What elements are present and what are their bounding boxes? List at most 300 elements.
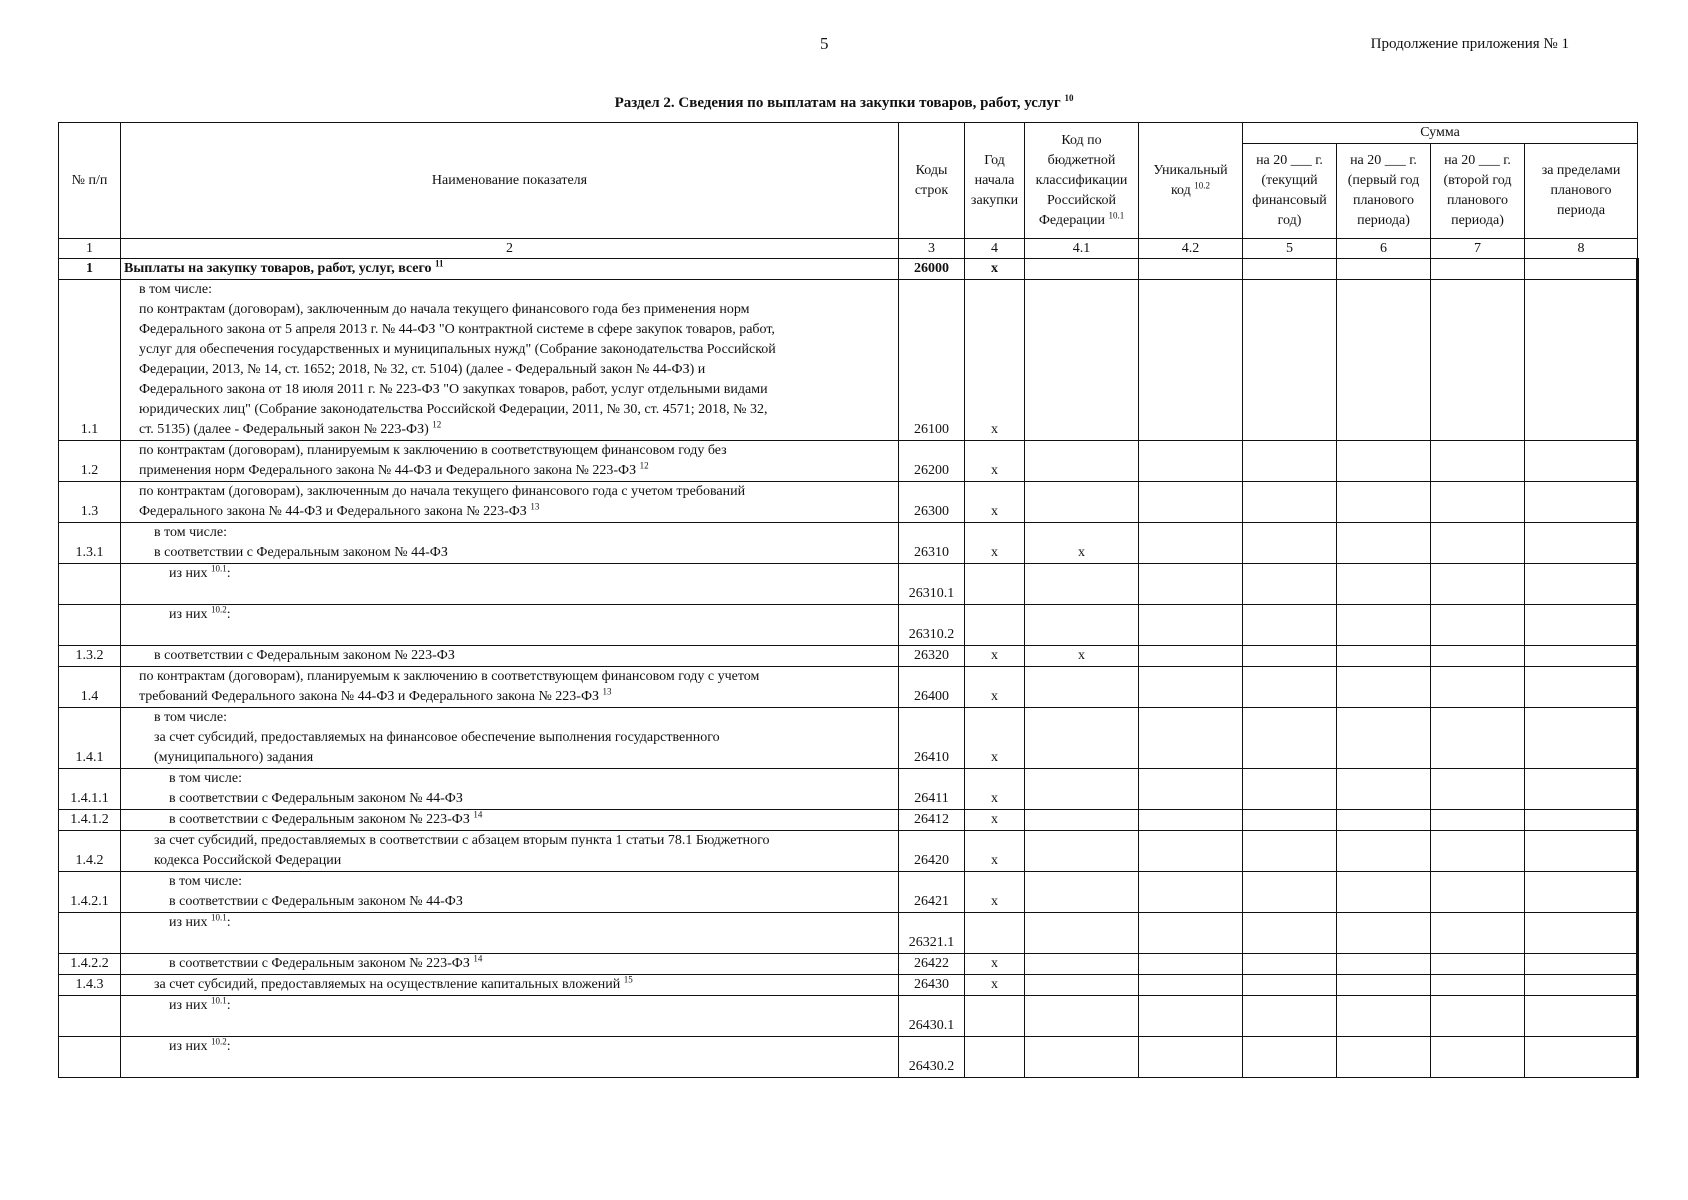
row-name-suffix: : [226, 1039, 231, 1054]
table-row [59, 259, 1638, 280]
row-name-text: в том числе: [154, 525, 227, 540]
row-number: 1 [59, 259, 121, 280]
row-number: 1.4.1.2 [59, 810, 121, 831]
column-number-cell: 5 [1243, 239, 1337, 259]
row-name [121, 872, 899, 913]
column-number-cell: 4.1 [1025, 239, 1139, 259]
row-name [121, 605, 899, 646]
row-name [121, 280, 899, 441]
row-sum-first-plan-year [1337, 441, 1431, 482]
row-unique-code [1139, 975, 1243, 996]
row-unique-code [1139, 646, 1243, 667]
page-number: 5 [820, 34, 829, 53]
row-unique-code [1139, 667, 1243, 708]
row-unique-code [1139, 564, 1243, 605]
table-row [59, 441, 1638, 482]
row-footnote: 14 [473, 953, 483, 964]
row-budget-code [1025, 441, 1139, 482]
row-name-line [124, 543, 895, 563]
row-unique-code [1139, 996, 1243, 1037]
row-purchase-year: x [965, 646, 1025, 667]
row-sum-first-plan-year [1337, 708, 1431, 769]
header-codes: Коды строк [899, 123, 965, 239]
row-name-line [124, 564, 895, 584]
row-name [121, 646, 899, 667]
row-sum-first-plan-year [1337, 482, 1431, 523]
row-name [121, 810, 899, 831]
table-row [59, 280, 1638, 441]
row-unique-code [1139, 482, 1243, 523]
table-row [59, 564, 1638, 605]
row-sum-beyond-plan [1525, 523, 1638, 564]
row-sum-second-plan-year [1431, 667, 1525, 708]
row-footnote: 12 [432, 419, 442, 430]
row-unique-code [1139, 259, 1243, 280]
row-name-text: по контрактам (договорам), планируемым к заключению в соответствующем финансовом году с учетом [139, 669, 760, 684]
row-purchase-year: x [965, 482, 1025, 523]
row-sum-second-plan-year [1431, 769, 1525, 810]
row-sum-beyond-plan [1525, 872, 1638, 913]
row-sum-first-plan-year [1337, 280, 1431, 441]
row-sum-first-plan-year [1337, 975, 1431, 996]
row-name [121, 564, 899, 605]
row-sum-current-year [1243, 831, 1337, 872]
purchases-table [58, 122, 1639, 1078]
row-sum-first-plan-year [1337, 872, 1431, 913]
row-sum-beyond-plan [1525, 810, 1638, 831]
row-name-text: Федерального закона № 44-ФЗ и Федерального закона № 223-ФЗ [139, 504, 527, 519]
row-name [121, 482, 899, 523]
row-purchase-year [965, 913, 1025, 954]
row-name-text: в том числе: [169, 874, 242, 889]
row-sum-second-plan-year [1431, 646, 1525, 667]
row-sum-second-plan-year [1431, 954, 1525, 975]
row-name [121, 667, 899, 708]
row-purchase-year [965, 996, 1025, 1037]
row-code: 26300 [899, 482, 965, 523]
row-purchase-year: x [965, 975, 1025, 996]
row-number [59, 996, 121, 1037]
row-sum-first-plan-year [1337, 954, 1431, 975]
row-sum-current-year [1243, 975, 1337, 996]
row-code: 26200 [899, 441, 965, 482]
row-unique-code [1139, 280, 1243, 441]
row-sum-second-plan-year [1431, 810, 1525, 831]
row-name-line [124, 954, 895, 974]
header-name: Наименование показателя [121, 123, 899, 239]
row-name [121, 259, 899, 280]
row-sum-current-year [1243, 667, 1337, 708]
row-code: 26310.2 [899, 605, 965, 646]
row-sum-first-plan-year [1337, 769, 1431, 810]
row-purchase-year [965, 564, 1025, 605]
row-budget-code [1025, 872, 1139, 913]
row-unique-code [1139, 913, 1243, 954]
row-name-line [124, 400, 895, 420]
row-code: 26411 [899, 769, 965, 810]
row-name-line [124, 605, 895, 625]
row-sum-current-year [1243, 646, 1337, 667]
row-unique-code [1139, 831, 1243, 872]
row-name-line [124, 872, 895, 892]
row-name [121, 996, 899, 1037]
row-code: 26430.1 [899, 996, 965, 1037]
row-sum-first-plan-year [1337, 996, 1431, 1037]
row-number [59, 605, 121, 646]
row-name-line [124, 789, 895, 809]
row-sum-current-year [1243, 810, 1337, 831]
row-footnote: 10.2 [211, 604, 227, 615]
row-name-text: по контрактам (договорам), планируемым к заключению в соответствующем финансовом году без [139, 443, 727, 458]
row-sum-second-plan-year [1431, 913, 1525, 954]
row-budget-code [1025, 667, 1139, 708]
header-unique-code-text: Уникальный код [1153, 162, 1228, 198]
row-name [121, 708, 899, 769]
row-name-text: в соответствии с Федеральным законом № 223-ФЗ [169, 956, 470, 971]
row-code: 26410 [899, 708, 965, 769]
header-year: Год начала закупки [965, 123, 1025, 239]
row-name-line [124, 523, 895, 543]
row-sum-beyond-plan [1525, 667, 1638, 708]
header-sum-first-plan-year: на 20 ___ г. (первый год планового периода) [1337, 144, 1431, 239]
row-purchase-year: x [965, 441, 1025, 482]
section-title-footnote: 10 [1064, 93, 1074, 103]
row-sum-beyond-plan [1525, 996, 1638, 1037]
row-code: 26100 [899, 280, 965, 441]
row-name-text: Федерального закона от 18 июля 2011 г. № 223-ФЗ "О закупках товаров, работ, услуг отдельными видами [139, 382, 768, 397]
row-number [59, 913, 121, 954]
row-budget-code [1025, 831, 1139, 872]
row-sum-current-year [1243, 769, 1337, 810]
row-code: 26320 [899, 646, 965, 667]
row-unique-code [1139, 523, 1243, 564]
row-number: 1.1 [59, 280, 121, 441]
row-sum-second-plan-year [1431, 831, 1525, 872]
row-code: 26000 [899, 259, 965, 280]
table-row [59, 913, 1638, 954]
row-sum-beyond-plan [1525, 1037, 1638, 1078]
row-name-text: в том числе: [169, 771, 242, 786]
row-name-text: в соответствии с Федеральным законом № 44-ФЗ [169, 791, 463, 806]
row-sum-first-plan-year [1337, 1037, 1431, 1078]
row-unique-code [1139, 1037, 1243, 1078]
appendix-continuation-label: Продолжение приложения № 1 [1370, 36, 1569, 52]
row-budget-code [1025, 954, 1139, 975]
row-name-line [124, 708, 895, 728]
row-code: 26412 [899, 810, 965, 831]
header-sum-second-plan-year: на 20 ___ г. (второй год планового периода) [1431, 144, 1525, 239]
row-name-line [124, 748, 895, 768]
row-sum-beyond-plan [1525, 646, 1638, 667]
row-code: 26310 [899, 523, 965, 564]
column-number-cell: 7 [1431, 239, 1525, 259]
row-footnote: 14 [473, 809, 483, 820]
row-name-text: (муниципального) задания [154, 750, 314, 765]
row-budget-code [1025, 564, 1139, 605]
row-number [59, 564, 121, 605]
row-sum-second-plan-year [1431, 259, 1525, 280]
row-name-text: по контрактам (договорам), заключенным до начала текущего финансового года без применения норм [139, 302, 750, 317]
column-numbers-row [59, 239, 1638, 259]
header-num: № п/п [59, 123, 121, 239]
header-unique-code [1139, 123, 1243, 239]
row-name-text: за счет субсидий, предоставляемых на осуществление капитальных вложений [154, 977, 621, 992]
row-number: 1.4.2.2 [59, 954, 121, 975]
header-row-1 [59, 123, 1638, 144]
row-name-line [124, 360, 895, 380]
row-name-line [124, 280, 895, 300]
row-purchase-year: x [965, 831, 1025, 872]
row-name-line [124, 996, 895, 1016]
row-budget-code [1025, 605, 1139, 646]
row-name-text: Федерации, 2013, № 14, ст. 1652; 2018, № 32, ст. 5104) (далее - Федеральный закон № 44-ФЗ) и [139, 362, 706, 377]
row-unique-code [1139, 872, 1243, 913]
row-sum-beyond-plan [1525, 831, 1638, 872]
row-number: 1.4.2 [59, 831, 121, 872]
row-sum-beyond-plan [1525, 605, 1638, 646]
row-name-text: ст. 5135) (далее - Федеральный закон № 223-ФЗ) [139, 422, 429, 437]
row-purchase-year: x [965, 708, 1025, 769]
row-sum-second-plan-year [1431, 523, 1525, 564]
row-name [121, 769, 899, 810]
row-name-suffix: : [226, 607, 231, 622]
row-name [121, 975, 899, 996]
row-sum-second-plan-year [1431, 872, 1525, 913]
row-purchase-year: x [965, 523, 1025, 564]
row-sum-current-year [1243, 872, 1337, 913]
row-name-line [124, 340, 895, 360]
row-code: 26421 [899, 872, 965, 913]
row-sum-second-plan-year [1431, 708, 1525, 769]
table-row [59, 872, 1638, 913]
row-footnote: 15 [623, 974, 633, 985]
row-name-line [124, 380, 895, 400]
row-footnote: 12 [639, 460, 649, 471]
row-name-text: в соответствии с Федеральным законом № 44-ФЗ [169, 894, 463, 909]
row-name-line [124, 1037, 895, 1057]
header-budget-code-text: Код по бюджетной классификации Российской Федерации [1035, 132, 1128, 228]
row-name-text: юридических лиц" (Собрание законодательства Российской Федерации, 2011, № 30, ст. 4571; 2018, № 32, [139, 402, 768, 417]
column-number-cell: 4.2 [1139, 239, 1243, 259]
row-sum-first-plan-year [1337, 259, 1431, 280]
row-sum-current-year [1243, 564, 1337, 605]
table-row [59, 954, 1638, 975]
row-code: 26430 [899, 975, 965, 996]
row-code: 26420 [899, 831, 965, 872]
row-footnote: 10.1 [211, 912, 227, 923]
row-sum-first-plan-year [1337, 913, 1431, 954]
row-name-text: в соответствии с Федеральным законом № 223-ФЗ [154, 648, 455, 663]
row-name-text: из них [169, 998, 208, 1013]
row-sum-first-plan-year [1337, 831, 1431, 872]
row-sum-second-plan-year [1431, 441, 1525, 482]
table-row [59, 975, 1638, 996]
row-name-text: Выплаты на закупку товаров, работ, услуг, всего [124, 261, 432, 276]
row-name-line [124, 975, 895, 995]
row-number: 1.4 [59, 667, 121, 708]
row-budget-code: x [1025, 523, 1139, 564]
row-name-line [124, 851, 895, 871]
row-budget-code: x [1025, 646, 1139, 667]
row-footnote: 11 [435, 258, 444, 269]
row-code: 26422 [899, 954, 965, 975]
row-sum-current-year [1243, 913, 1337, 954]
row-number: 1.4.1 [59, 708, 121, 769]
header-budget-code [1025, 123, 1139, 239]
row-number: 1.2 [59, 441, 121, 482]
row-name-line [124, 667, 895, 687]
row-name [121, 441, 899, 482]
table-row [59, 1037, 1638, 1078]
row-name-text: услуг для обеспечения государственных и муниципальных нужд" (Собрание законодательства Российской [139, 342, 776, 357]
row-unique-code [1139, 954, 1243, 975]
row-sum-second-plan-year [1431, 1037, 1525, 1078]
section-title-text: Раздел 2. Сведения по выплатам на закупки товаров, работ, услуг [614, 95, 1061, 111]
row-sum-current-year [1243, 523, 1337, 564]
row-sum-current-year [1243, 1037, 1337, 1078]
row-name [121, 523, 899, 564]
row-budget-code [1025, 259, 1139, 280]
row-sum-beyond-plan [1525, 708, 1638, 769]
row-sum-current-year [1243, 954, 1337, 975]
row-sum-current-year [1243, 280, 1337, 441]
row-code: 26400 [899, 667, 965, 708]
header-sum: Сумма [1243, 123, 1638, 144]
row-name-text: из них [169, 915, 208, 930]
row-sum-second-plan-year [1431, 605, 1525, 646]
row-sum-beyond-plan [1525, 564, 1638, 605]
header-unique-code-footnote: 10.2 [1194, 179, 1211, 190]
row-unique-code [1139, 769, 1243, 810]
row-unique-code [1139, 810, 1243, 831]
row-name-text: за счет субсидий, предоставляемых в соответствии с абзацем вторым пункта 1 статьи 78.1 Бюджетного [154, 833, 770, 848]
row-budget-code [1025, 708, 1139, 769]
table-body [59, 259, 1638, 1078]
row-sum-second-plan-year [1431, 564, 1525, 605]
row-name [121, 954, 899, 975]
row-number [59, 1037, 121, 1078]
row-name-text: по контрактам (договорам), заключенным до начала текущего финансового года с учетом требований [139, 484, 746, 499]
row-name-text: из них [169, 607, 208, 622]
row-budget-code [1025, 810, 1139, 831]
row-number: 1.4.1.1 [59, 769, 121, 810]
row-footnote: 13 [602, 686, 612, 697]
row-purchase-year: x [965, 769, 1025, 810]
row-sum-first-plan-year [1337, 667, 1431, 708]
row-budget-code [1025, 996, 1139, 1037]
row-number: 1.3.1 [59, 523, 121, 564]
row-purchase-year: x [965, 810, 1025, 831]
row-name-line [124, 913, 895, 933]
table-row [59, 831, 1638, 872]
row-name-line [124, 420, 895, 440]
row-name-text: в соответствии с Федеральным законом № 223-ФЗ [169, 812, 470, 827]
row-budget-code [1025, 913, 1139, 954]
row-sum-beyond-plan [1525, 769, 1638, 810]
column-number-cell: 1 [59, 239, 121, 259]
row-sum-current-year [1243, 708, 1337, 769]
header-sum-beyond-plan: за пределами планового периода [1525, 144, 1638, 239]
row-sum-beyond-plan [1525, 259, 1638, 280]
row-name-text: из них [169, 1039, 208, 1054]
row-purchase-year: x [965, 954, 1025, 975]
column-number-cell: 3 [899, 239, 965, 259]
row-name-line [124, 461, 895, 481]
row-sum-beyond-plan [1525, 954, 1638, 975]
section-title [0, 95, 1688, 112]
row-name-line [124, 646, 895, 666]
row-sum-first-plan-year [1337, 523, 1431, 564]
row-number: 1.4.3 [59, 975, 121, 996]
row-sum-first-plan-year [1337, 564, 1431, 605]
row-name [121, 1037, 899, 1078]
row-footnote: 10.1 [211, 563, 227, 574]
row-name-suffix: : [226, 566, 231, 581]
row-code: 26321.1 [899, 913, 965, 954]
row-sum-second-plan-year [1431, 975, 1525, 996]
row-number: 1.4.2.1 [59, 872, 121, 913]
row-unique-code [1139, 441, 1243, 482]
row-name-line [124, 892, 895, 912]
row-sum-first-plan-year [1337, 605, 1431, 646]
row-code: 26310.1 [899, 564, 965, 605]
row-sum-current-year [1243, 605, 1337, 646]
row-name-text: применения норм Федерального закона № 44-ФЗ и Федерального закона № 223-ФЗ [139, 463, 637, 478]
row-name-line [124, 728, 895, 748]
table-row [59, 482, 1638, 523]
column-number-cell: 2 [121, 239, 899, 259]
row-purchase-year [965, 1037, 1025, 1078]
table-row [59, 605, 1638, 646]
table-row [59, 769, 1638, 810]
row-purchase-year: x [965, 872, 1025, 913]
table-row [59, 667, 1638, 708]
row-name-line [124, 259, 895, 279]
header-budget-code-footnote: 10.1 [1108, 209, 1125, 220]
row-name-text: требований Федерального закона № 44-ФЗ и Федерального закона № 223-ФЗ [139, 689, 600, 704]
row-budget-code [1025, 1037, 1139, 1078]
row-footnote: 13 [530, 501, 540, 512]
row-unique-code [1139, 708, 1243, 769]
row-sum-current-year [1243, 482, 1337, 523]
row-name-text: в том числе: [154, 710, 227, 725]
row-name-text: кодекса Российской Федерации [154, 853, 342, 868]
row-sum-second-plan-year [1431, 482, 1525, 523]
table-row [59, 810, 1638, 831]
row-name-line [124, 502, 895, 522]
row-name-line [124, 687, 895, 707]
row-name-text: Федерального закона от 5 апреля 2013 г. № 44-ФЗ "О контрактной системе в сфере закупок товаров, работ, [139, 322, 775, 337]
row-sum-beyond-plan [1525, 913, 1638, 954]
row-number: 1.3 [59, 482, 121, 523]
row-sum-first-plan-year [1337, 810, 1431, 831]
column-number-cell: 8 [1525, 239, 1638, 259]
row-name-text: из них [169, 566, 208, 581]
row-purchase-year: x [965, 667, 1025, 708]
row-budget-code [1025, 975, 1139, 996]
row-sum-second-plan-year [1431, 280, 1525, 441]
row-sum-second-plan-year [1431, 996, 1525, 1037]
row-name-text: в соответствии с Федеральным законом № 44-ФЗ [154, 545, 448, 560]
row-name-text: в том числе: [139, 282, 212, 297]
row-sum-beyond-plan [1525, 441, 1638, 482]
row-sum-beyond-plan [1525, 975, 1638, 996]
header-sum-current-year: на 20 ___ г. (текущий финансовый год) [1243, 144, 1337, 239]
row-name-line [124, 441, 895, 461]
row-name-line [124, 831, 895, 851]
row-budget-code [1025, 280, 1139, 441]
row-sum-current-year [1243, 996, 1337, 1037]
